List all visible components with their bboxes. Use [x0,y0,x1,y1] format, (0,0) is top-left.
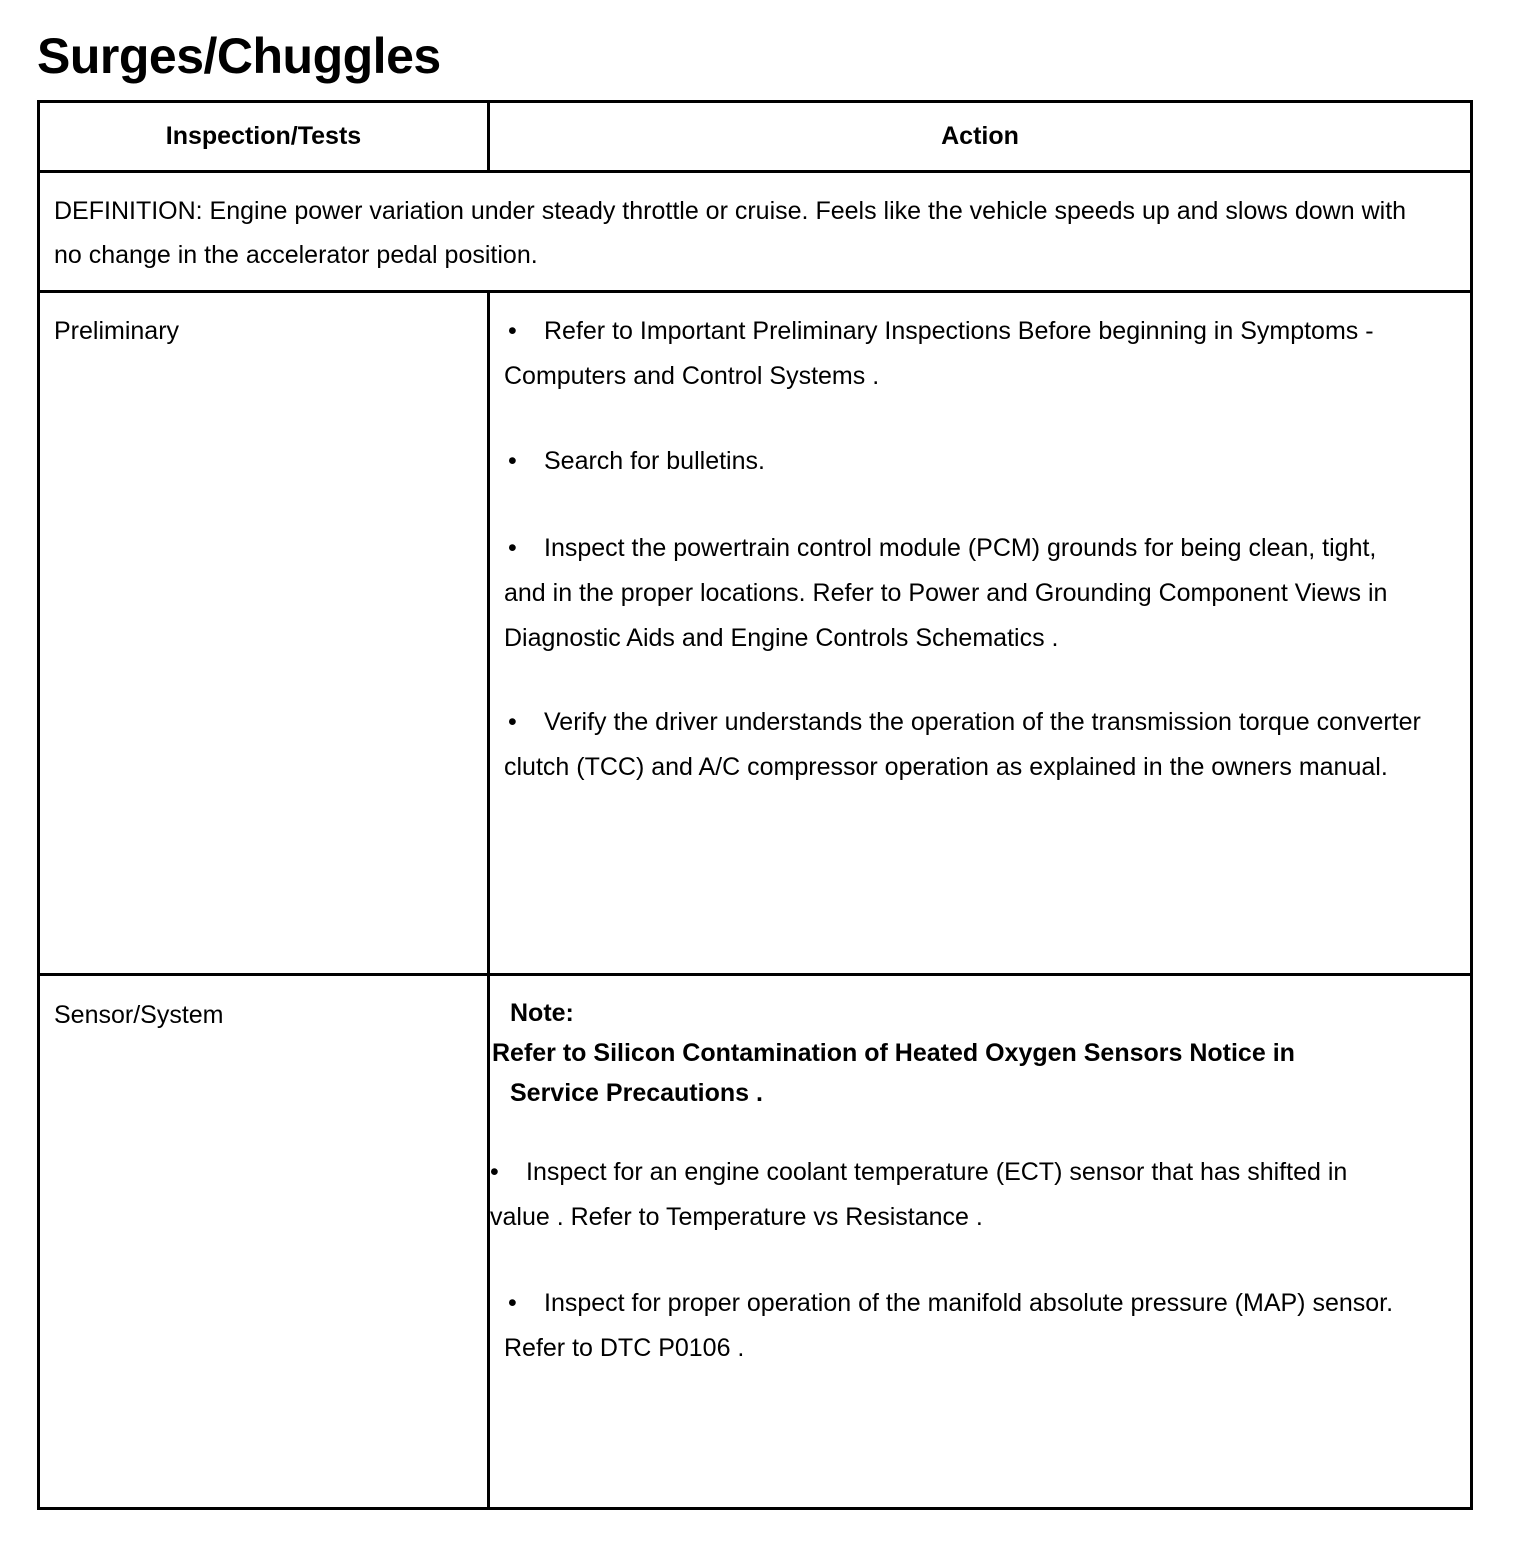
bullet-icon: • [508,708,517,736]
note-text-line-1: Refer to Silicon Contamination of Heated Oxygen Sensors Notice in [492,1039,1295,1067]
header-action: Action [941,122,1019,150]
list-item-text: Search for bulletins. [544,447,765,475]
list-item-text: Inspect for proper operation of the manifold absolute pressure (MAP) sensor. Refer to DTC P0106 . [504,1289,1394,1362]
bullet-icon: • [508,317,517,345]
note-label: Note: [510,999,574,1027]
note-block [492,993,1432,1113]
header-inspection-tests: Inspection/Tests [165,122,362,150]
bullet-icon: • [508,534,517,562]
bullet-icon: • [508,447,517,475]
definition-divider [40,290,1470,293]
list-item-text: Inspect the powertrain control module (PCM) grounds for being clean, tight, and in the proper locations. Refer to Power and Grounding Component Views in Diagnostic Aids and Engine Controls Schematics . [504,534,1388,652]
body-column-divider [487,290,490,1507]
list-item-text: Verify the driver understands the operation of the transmission torque converter clutch (TCC) and A/C compressor operation as explained in the owners manual. [504,708,1421,781]
list-item [504,309,1424,399]
list-item [504,439,1424,484]
row-label-preliminary: Preliminary [54,317,180,345]
list-item [504,700,1424,790]
definition-text: DEFINITION: Engine power variation under steady throttle or cruise. Feels like the vehicle speeds up and slows down with no change in the accelerator pedal position. [54,197,1407,269]
list-item [504,1281,1424,1371]
bullet-icon: • [490,1158,499,1186]
diagnostic-table [37,100,1473,1510]
list-item [490,1150,1410,1240]
header-divider [40,170,1470,173]
row-divider [40,973,1470,976]
bullet-icon: • [508,1289,517,1317]
note-text [492,1033,1432,1113]
list-item-text: Inspect for an engine coolant temperature (ECT) sensor that has shifted in value . Refer to Temperature vs Resistance . [490,1158,1348,1231]
list-item-text: Refer to Important Preliminary Inspections Before beginning in Symptoms - Computers and Control Systems . [504,317,1374,390]
list-item [504,526,1424,661]
row-label-sensor-system: Sensor/System [54,1001,224,1029]
page-title: Surges/Chuggles [37,28,441,84]
note-text-line-2: Service Precautions . [510,1079,763,1107]
